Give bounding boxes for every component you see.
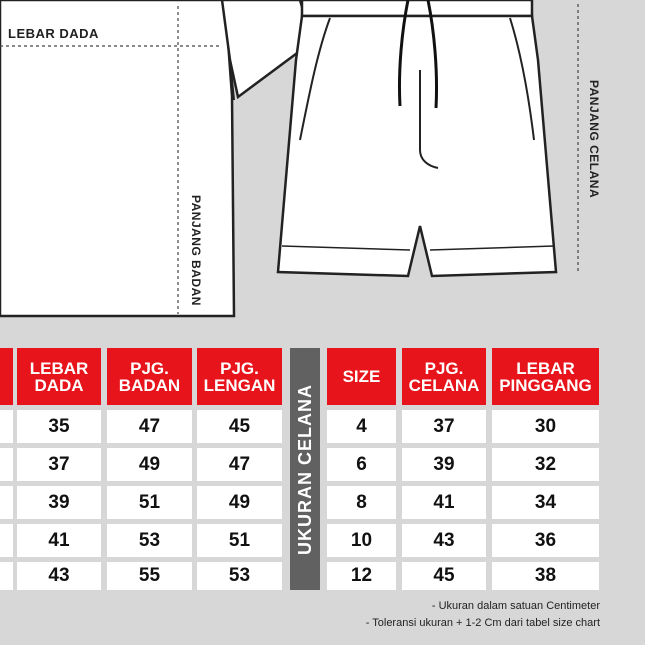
- header-lebar-pinggang: [492, 348, 599, 405]
- table-cell: 43: [17, 562, 101, 590]
- header-line2: BADAN: [118, 375, 181, 395]
- shorts-body: [278, 16, 556, 276]
- table-cell: 36: [492, 524, 599, 557]
- table-cell: 37: [17, 448, 101, 481]
- table-cell: 45: [402, 562, 486, 590]
- header-pjg-badan: [107, 348, 192, 405]
- table-cell: 45: [197, 410, 282, 443]
- note-tolerance: - Toleransi ukuran + 1-2 Cm dari tabel size chart: [365, 617, 600, 629]
- table-cell: 34: [492, 486, 599, 519]
- header-line1: LEBAR: [29, 358, 89, 378]
- table-cell: 35: [17, 410, 101, 443]
- shirt-cropped-cell: [0, 562, 13, 590]
- header-size: [327, 348, 396, 405]
- header-line2: LENGAN: [203, 375, 276, 395]
- label-panjang-celana: PANJANG CELANA: [587, 80, 601, 199]
- header-line1: PJG.: [130, 358, 169, 378]
- shorts-waistband: [302, 0, 532, 16]
- table-cell: 38: [492, 562, 599, 590]
- header-line1: SIZE: [342, 367, 381, 386]
- shirt-cropped-cell: [0, 524, 13, 557]
- table-cell: 32: [492, 448, 599, 481]
- ukuran-celana-band: [290, 348, 320, 590]
- shirt-cropped-header: [0, 348, 13, 405]
- shirt-cropped-cell: [0, 486, 13, 519]
- header-lebar-dada: [17, 348, 101, 405]
- note-unit: - Ukuran dalam satuan Centimeter: [431, 600, 600, 612]
- table-cell: 41: [402, 486, 486, 519]
- header-line1: PJG.: [424, 358, 464, 378]
- table-cell: 12: [327, 562, 396, 590]
- header-line2: DADA: [34, 375, 84, 395]
- table-cell: 53: [197, 562, 282, 590]
- ukuran-celana-label: UKURAN CELANA: [294, 383, 315, 555]
- table-cell: 4: [327, 410, 396, 443]
- table-cell: 39: [17, 486, 101, 519]
- table-cell: 49: [107, 448, 192, 481]
- label-panjang-badan: PANJANG BADAN: [189, 195, 203, 306]
- header-line2: CELANA: [408, 375, 480, 395]
- shirt-cropped-cell: [0, 410, 13, 443]
- table-cell: 47: [107, 410, 192, 443]
- table-cell: 39: [402, 448, 486, 481]
- table-cell: 51: [107, 486, 192, 519]
- label-lebar-dada: LEBAR DADA: [8, 26, 99, 41]
- header-line2: PINGGANG: [499, 375, 592, 395]
- shirt-cropped-cell: [0, 448, 13, 481]
- table-cell: 55: [107, 562, 192, 590]
- header-line1: PJG.: [220, 358, 259, 378]
- header-line1: LEBAR: [516, 358, 575, 378]
- table-cell: 37: [402, 410, 486, 443]
- table-cell: 53: [107, 524, 192, 557]
- table-cell: 30: [492, 410, 599, 443]
- table-cell: 41: [17, 524, 101, 557]
- header-pjg-celana: [402, 348, 486, 405]
- table-cell: 8: [327, 486, 396, 519]
- table-cell: 51: [197, 524, 282, 557]
- table-cell: 10: [327, 524, 396, 557]
- size-notes: [366, 598, 600, 632]
- table-cell: 43: [402, 524, 486, 557]
- table-cell: 49: [197, 486, 282, 519]
- table-cell: 47: [197, 448, 282, 481]
- header-pjg-lengan: [197, 348, 282, 405]
- table-cell: 6: [327, 448, 396, 481]
